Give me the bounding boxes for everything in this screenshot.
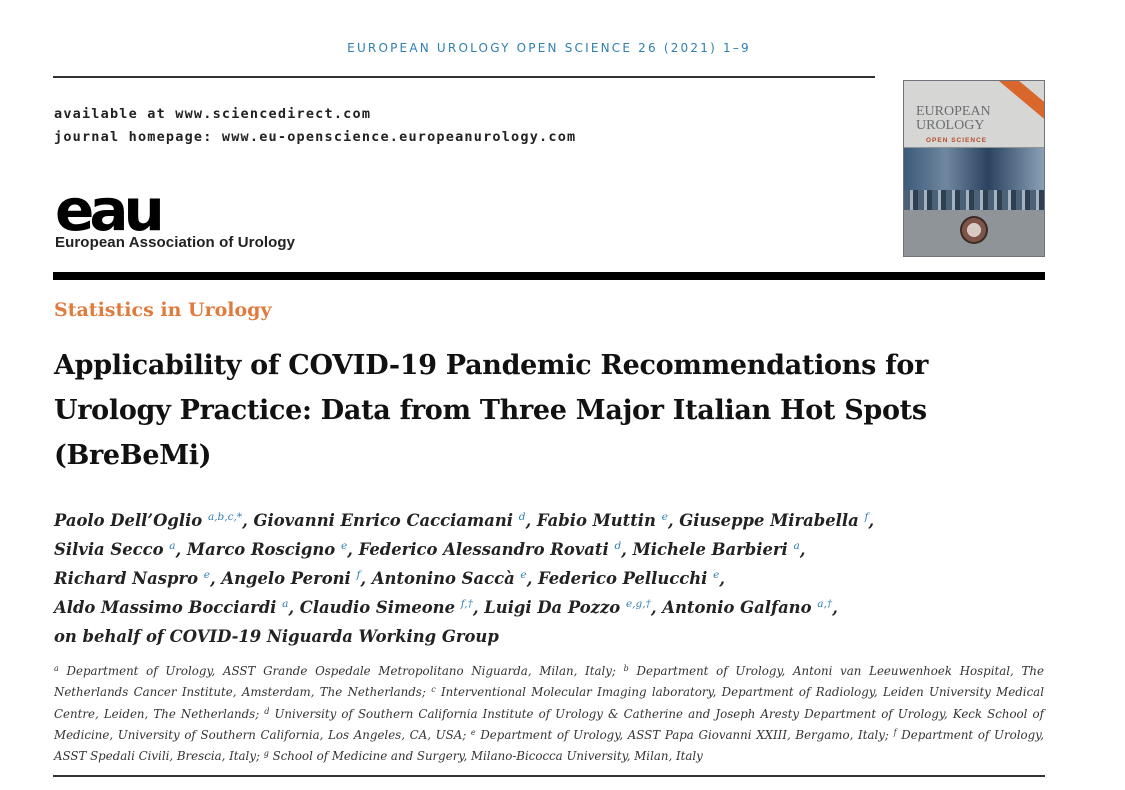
author-name: Claudio Simeone [299, 598, 461, 617]
journal-header: EUROPEAN UROLOGY OPEN SCIENCE 26 (2021) 1–9 [347, 41, 751, 55]
affiliation-text: Interventional Molecular Imaging laboratory, Department of Radiology, Leiden University Medical Centre, Leiden, The Netherlands; [54, 685, 1044, 721]
author-name: Federico Pellucchi [538, 569, 714, 588]
author-affiliation-marker[interactable]: f [356, 569, 361, 581]
author-name: Fabio Muttin [536, 511, 662, 530]
author-name: Paolo Dell’Oglio [54, 511, 208, 530]
author-name: Giuseppe Mirabella [679, 511, 865, 530]
author-affiliation-marker[interactable]: f [864, 511, 869, 523]
affiliation-key: a [54, 664, 59, 673]
author-affiliation-marker[interactable]: f,† [460, 598, 473, 610]
author-name: Richard Naspro [54, 569, 204, 588]
affiliation-key: e [470, 727, 476, 737]
virus-icon [960, 216, 988, 244]
author-name: Silvia Secco [54, 540, 170, 559]
author-name: Angelo Peroni [221, 569, 357, 588]
author-affiliation-marker[interactable]: e [661, 511, 668, 523]
author-affiliation-marker[interactable]: e,g,† [625, 598, 651, 610]
author-affiliation-marker[interactable]: a [282, 598, 289, 610]
author-name: Antonio Galfano [662, 598, 818, 617]
header-thick-rule [53, 272, 1045, 280]
article-section-label: Statistics in Urology [54, 299, 272, 321]
author-affiliation-marker[interactable]: e [340, 540, 348, 552]
author-group: on behalf of COVID-19 Niguarda Working Group [54, 627, 499, 646]
affiliation-key: c [431, 685, 436, 695]
eau-logo-mark: eau [55, 176, 160, 244]
author-name: Antonino Saccà [371, 569, 521, 588]
author-affiliation-marker[interactable]: a,† [817, 598, 833, 610]
author-name: Marco Roscigno [186, 540, 341, 559]
affiliation-text: Department of Urology, ASST Grande Ospedale Metropolitano Niguarda, Milan, Italy; [58, 664, 624, 678]
cover-title: EUROPEAN UROLOGY [916, 104, 991, 133]
header-rule [53, 76, 875, 78]
affiliation-text: Department of Urology, Antoni van Leeuwenhoek Hospital, The Netherlands Cancer Institute, Amsterdam, The Netherlands; [54, 664, 1044, 700]
affiliation-text: Department of Urology, ASST Spedali Civili, Brescia, Italy; [54, 727, 1044, 764]
author-affiliation-marker[interactable]: e [520, 569, 527, 581]
article-title: Applicability of COVID-19 Pandemic Recommendations for Urology Practice: Data from Three Major Italian Hot Spots (BreBeMi) [54, 350, 929, 471]
affiliation-key: f [893, 727, 897, 737]
author-affiliation-marker[interactable]: a [793, 540, 800, 552]
author-affiliation-marker[interactable]: d [614, 540, 622, 552]
cover-subtitle: OPEN SCIENCE [926, 137, 988, 144]
author-name: Luigi Da Pozzo [484, 598, 626, 617]
author-affiliation-marker[interactable]: d [518, 511, 526, 523]
affiliation-key: d [264, 706, 270, 716]
sciencedirect-link[interactable]: available at www.sciencedirect.com [54, 106, 372, 122]
author-name: Aldo Massimo Bocciardi [54, 598, 283, 617]
eau-logo [55, 176, 296, 251]
affiliation-text: University of Southern California Institute of Urology & Catherine and Joseph Aresty Department of Urology, Keck School of Medicine, University of Southern California, Los Angeles, CA, USA; [54, 706, 1044, 742]
author-name: Federico Alessandro Rovati [358, 540, 615, 559]
footer-rule [53, 775, 1045, 777]
affiliation-key: b [623, 664, 629, 673]
affiliation-key: g [263, 749, 269, 759]
affiliations [54, 661, 1044, 767]
author-name: Michele Barbieri [632, 540, 794, 559]
affiliation-text: Department of Urology, ASST Papa Giovanni XXIII, Bergamo, Italy; [475, 727, 894, 742]
author-affiliation-marker[interactable]: a,b,c,* [207, 511, 243, 523]
author-affiliation-marker[interactable]: e [203, 569, 210, 581]
journal-homepage-link[interactable]: journal homepage: www.eu-openscience.europeanurology.com [54, 129, 577, 145]
eau-logo-name: European Association of Urology [55, 234, 296, 251]
author-affiliation-marker[interactable]: a [169, 540, 176, 552]
journal-cover-image [903, 80, 1045, 257]
availability-block [54, 103, 576, 149]
affiliation-text: School of Medicine and Surgery, Milano-Bicocca University, Milan, Italy [268, 749, 703, 764]
author-affiliation-marker[interactable]: e [713, 569, 720, 581]
author-list: Paolo Dell’Oglio $^{a,b,c,*}$, Giovanni Enrico Cacciamani $^d$, Fabio Muttin $^e$, Giuseppe Mirabella $^f$, Silvia Secco $^a$, Marco Roscigno $^e$, Federico Alessandro Rovati $^d$, Michele Barbieri $^a$, Richard Naspro $^e$, Angelo Peroni $^f$, Antonino Saccà $^e$, Federico Pellucchi $^e$, Aldo Massimo Bocciardi $^a$, Claudio Simeone $^{f,\dagger}$, Luigi Da Pozzo $^{e,g,\dagger}$, Antonio Galfano $^{a,\dagger}$, on behalf of COVID-19 Niguarda Working Group [54, 511, 875, 646]
author-name: Giovanni Enrico Cacciamani [253, 511, 519, 530]
